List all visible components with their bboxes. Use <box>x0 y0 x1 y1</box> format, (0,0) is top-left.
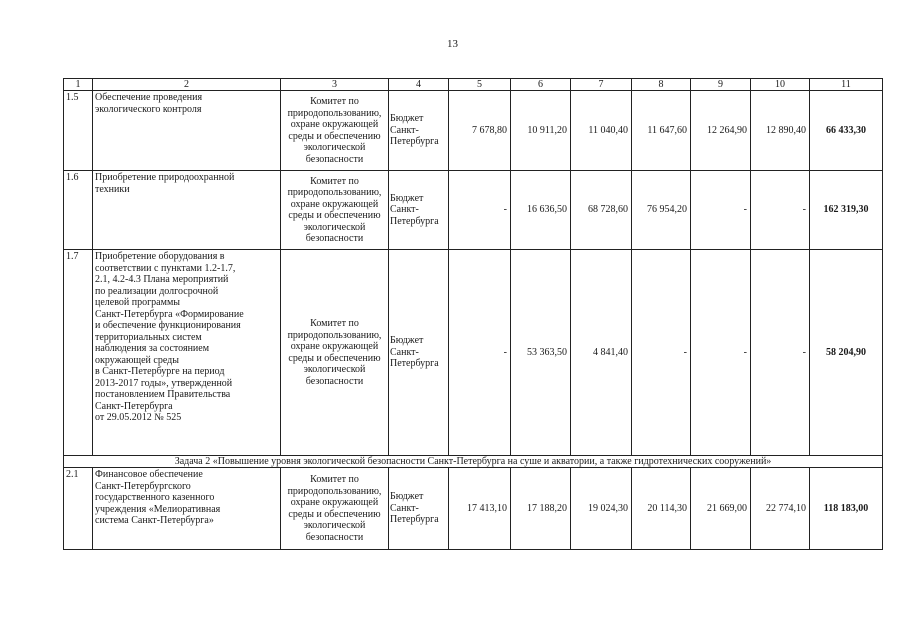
table-row <box>64 250 883 456</box>
task-heading: Задача 2 «Повышение уровня экологической безопасности Санкт-Петербурга на суше и акватории, а также гидротехнических сооружений» <box>64 456 883 468</box>
funding-source: Бюджет Санкт- Петербурга <box>389 91 449 171</box>
column-header: 6 <box>511 79 571 91</box>
column-header: 11 <box>810 79 883 91</box>
column-header: 4 <box>389 79 449 91</box>
row-number: 1.7 <box>64 250 93 456</box>
value-cell: - <box>449 171 511 250</box>
executor: Комитет по природопользованию, охране окружающей среды и обеспечению экологической безопасности <box>281 91 389 171</box>
budget-table <box>63 78 883 550</box>
row-number: 2.1 <box>64 468 93 550</box>
measure-name: Финансовое обеспечение Санкт-Петербургского государственного казенного учреждения «Мелиоративная система Санкт-Петербурга» <box>93 468 281 550</box>
total-cell: 66 433,30 <box>810 91 883 171</box>
value-cell: - <box>691 250 751 456</box>
column-header: 8 <box>632 79 691 91</box>
value-cell: 17 413,10 <box>449 468 511 550</box>
row-number: 1.6 <box>64 171 93 250</box>
column-header: 7 <box>571 79 632 91</box>
column-header: 1 <box>64 79 93 91</box>
value-cell: - <box>691 171 751 250</box>
value-cell: 11 647,60 <box>632 91 691 171</box>
total-cell: 162 319,30 <box>810 171 883 250</box>
measure-name: Приобретение природоохранной техники <box>93 171 281 250</box>
executor: Комитет по природопользованию, охране окружающей среды и обеспечению экологической безопасности <box>281 171 389 250</box>
funding-source: Бюджет Санкт- Петербурга <box>389 250 449 456</box>
total-cell: 58 204,90 <box>810 250 883 456</box>
value-cell: 10 911,20 <box>511 91 571 171</box>
table-row <box>64 468 883 550</box>
funding-source: Бюджет Санкт- Петербурга <box>389 171 449 250</box>
value-cell: 21 669,00 <box>691 468 751 550</box>
value-cell: 11 040,40 <box>571 91 632 171</box>
row-number: 1.5 <box>64 91 93 171</box>
value-cell: 19 024,30 <box>571 468 632 550</box>
column-header: 3 <box>281 79 389 91</box>
value-cell: 76 954,20 <box>632 171 691 250</box>
column-header-row <box>64 79 883 91</box>
page-number: 13 <box>447 38 458 50</box>
column-header: 5 <box>449 79 511 91</box>
value-cell: 68 728,60 <box>571 171 632 250</box>
value-cell: 4 841,40 <box>571 250 632 456</box>
total-cell: 118 183,00 <box>810 468 883 550</box>
table-row <box>64 171 883 250</box>
value-cell: 12 890,40 <box>751 91 810 171</box>
measure-name: Приобретение оборудования в соответствии с пунктами 1.2-1.7, 2.1, 4.2-4.3 Плана мероприятий по реализации долгосрочной целевой программы Санкт-Петербурга «Формирование и обеспечение функционирования территориальных систем наблюдения за состоянием окружающей среды в Санкт-Петербурге на период 2013-2017 годы», утвержденной постановлением Правительства Санкт-Петербурга от 29.05.2012 № 525 <box>93 250 281 456</box>
value-cell: 22 774,10 <box>751 468 810 550</box>
executor: Комитет по природопользованию, охране окружающей среды и обеспечению экологической безопасности <box>281 468 389 550</box>
value-cell: - <box>449 250 511 456</box>
value-cell: 16 636,50 <box>511 171 571 250</box>
column-header: 2 <box>93 79 281 91</box>
table-row <box>64 91 883 171</box>
funding-source: Бюджет Санкт- Петербурга <box>389 468 449 550</box>
value-cell: 20 114,30 <box>632 468 691 550</box>
measure-name: Обеспечение проведения экологического контроля <box>93 91 281 171</box>
value-cell: - <box>751 171 810 250</box>
column-header: 10 <box>751 79 810 91</box>
value-cell: - <box>632 250 691 456</box>
executor: Комитет по природопользованию, охране окружающей среды и обеспечению экологической безопасности <box>281 250 389 456</box>
value-cell: 17 188,20 <box>511 468 571 550</box>
value-cell: 12 264,90 <box>691 91 751 171</box>
value-cell: 7 678,80 <box>449 91 511 171</box>
task-heading-row <box>64 456 883 468</box>
value-cell: - <box>751 250 810 456</box>
value-cell: 53 363,50 <box>511 250 571 456</box>
column-header: 9 <box>691 79 751 91</box>
